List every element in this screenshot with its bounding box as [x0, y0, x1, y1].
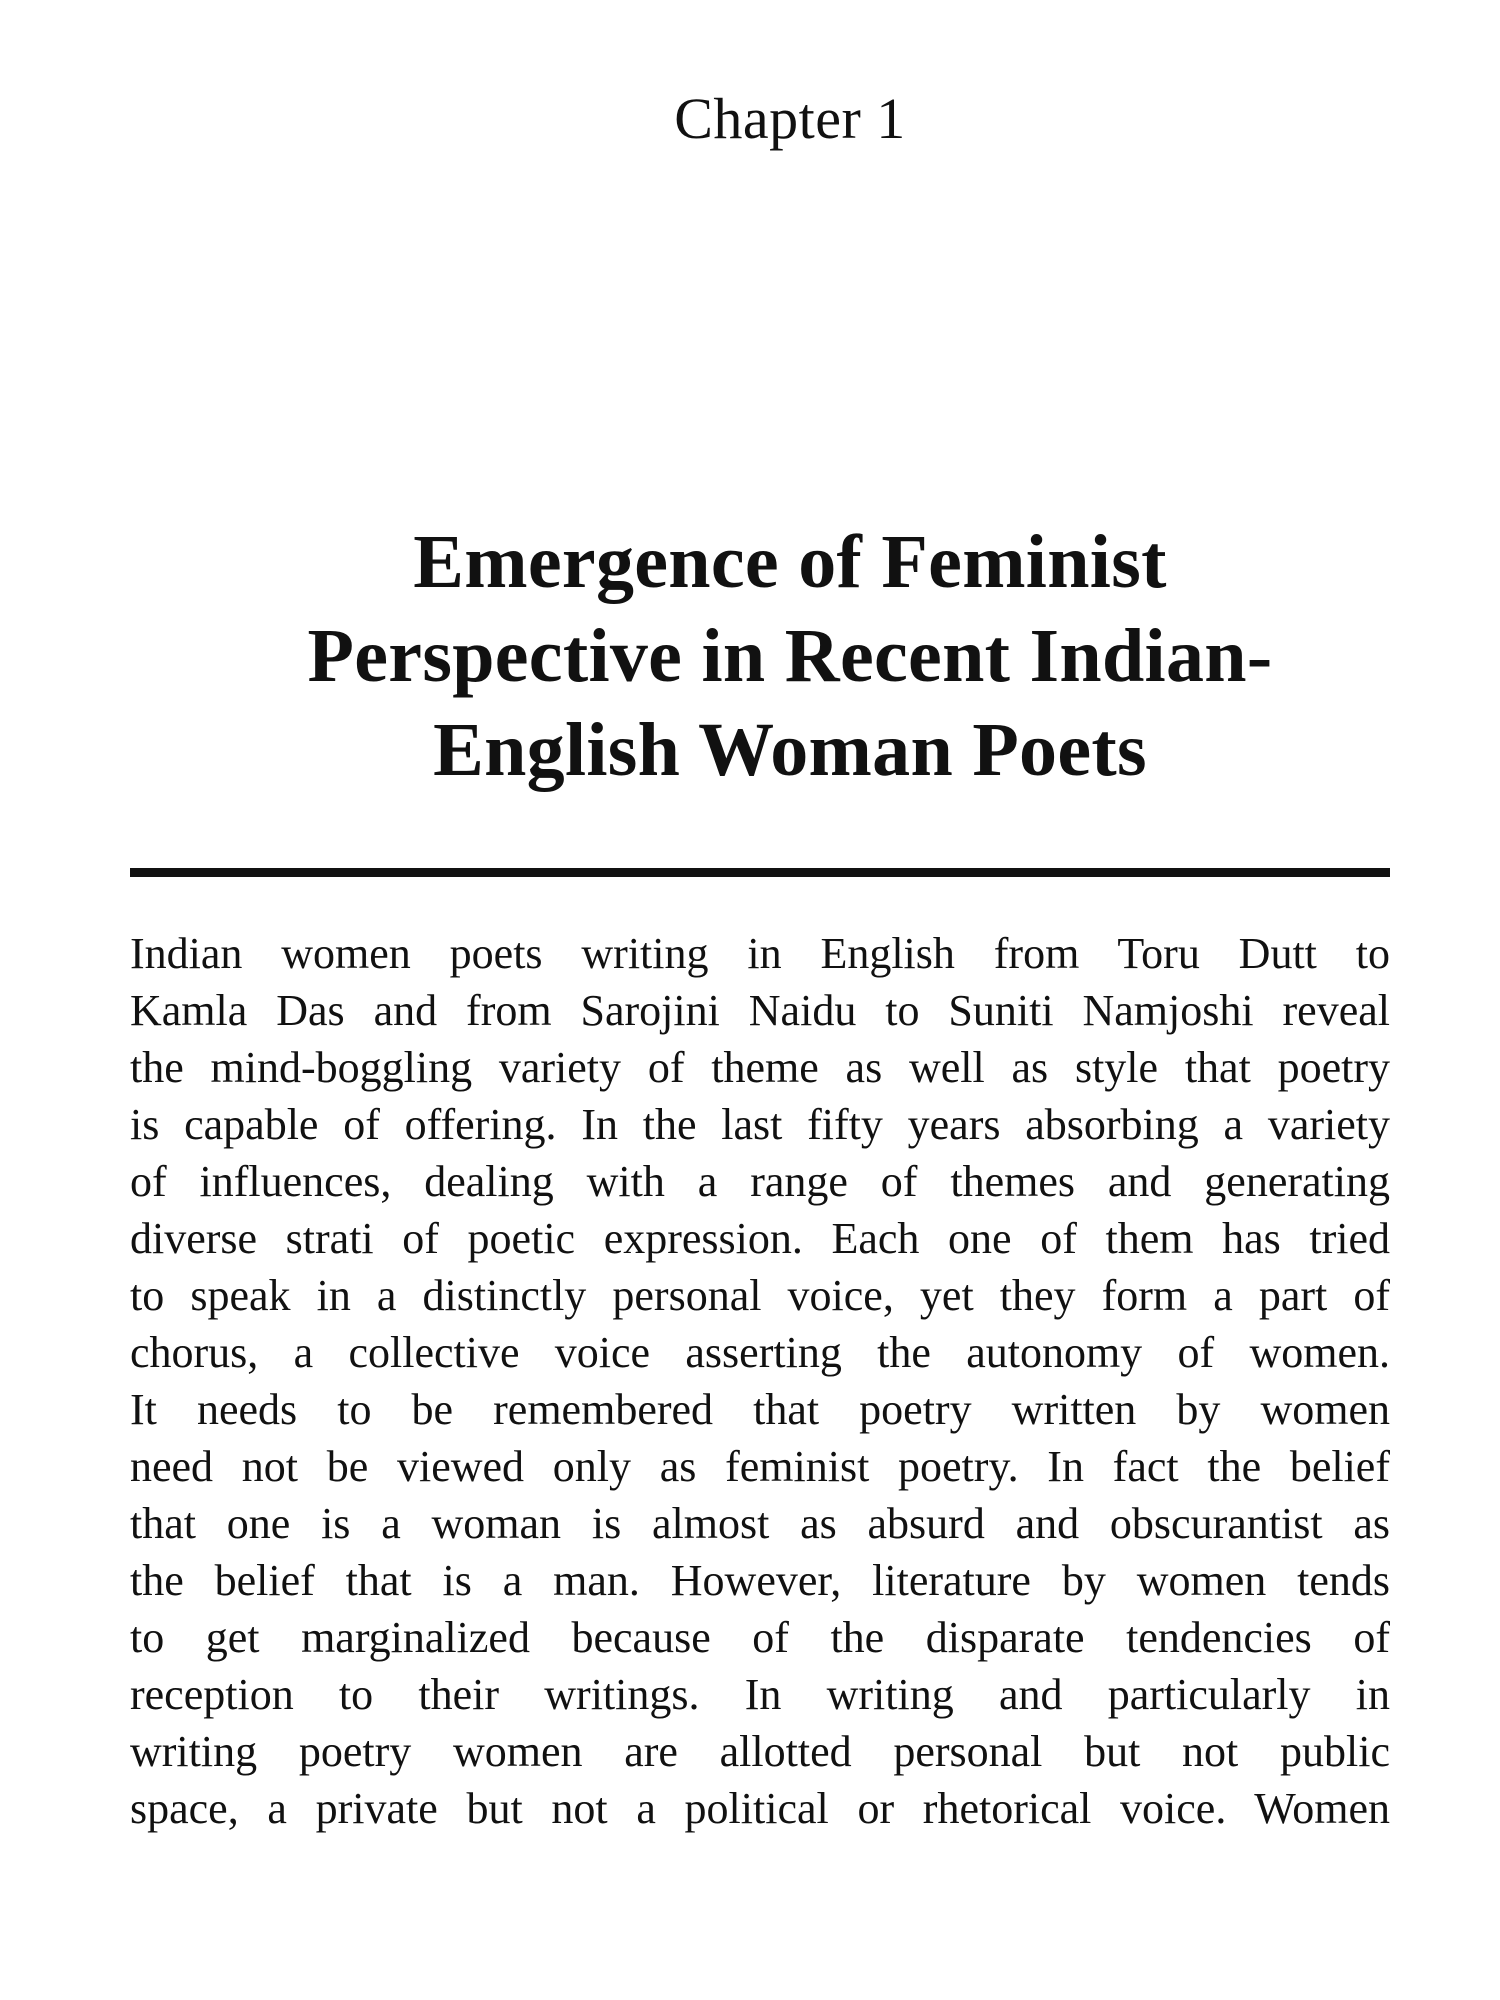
body-line: chorus, a collective voice asserting the autonomy of women.	[130, 1328, 1390, 1377]
chapter-label: Chapter 1	[674, 86, 906, 151]
body-line: It needs to be remembered that poetry written by women	[130, 1385, 1390, 1434]
body-line: that one is a woman is almost as absurd and obscurantist as	[130, 1499, 1390, 1548]
body-line: the belief that is a man. However, literature by women tends	[130, 1556, 1390, 1605]
body-line: diverse strati of poetic expression. Each one of them has tried	[130, 1214, 1390, 1263]
body-line: to speak in a distinctly personal voice, yet they form a part of	[130, 1271, 1390, 1320]
body-line: to get marginalized because of the disparate tendencies of	[130, 1613, 1390, 1662]
body-paragraph	[130, 925, 1390, 1837]
chapter-title-line: Emergence of Feminist	[413, 520, 1167, 604]
body-line: Indian women poets writing in English from Toru Dutt to	[130, 929, 1390, 978]
chapter-title-line: Perspective in Recent Indian-	[307, 614, 1273, 698]
body-line: Kamla Das and from Sarojini Naidu to Suniti Namjoshi reveal	[130, 986, 1390, 1035]
body-line: of influences, dealing with a range of themes and generating	[130, 1157, 1390, 1206]
body-line: the mind-boggling variety of theme as well as style that poetry	[130, 1043, 1390, 1092]
title-divider-rule	[130, 868, 1390, 877]
body-line: writing poetry women are allotted personal but not public	[130, 1727, 1390, 1776]
body-line: need not be viewed only as feminist poetry. In fact the belief	[130, 1442, 1390, 1491]
chapter-title-line: English Woman Poets	[433, 708, 1147, 792]
body-line: reception to their writings. In writing and particularly in	[130, 1670, 1390, 1719]
body-line: space, a private but not a political or rhetorical voice. Women	[130, 1784, 1390, 1833]
chapter-title	[130, 515, 1450, 797]
body-line: is capable of offering. In the last fifty years absorbing a variety	[130, 1100, 1390, 1149]
